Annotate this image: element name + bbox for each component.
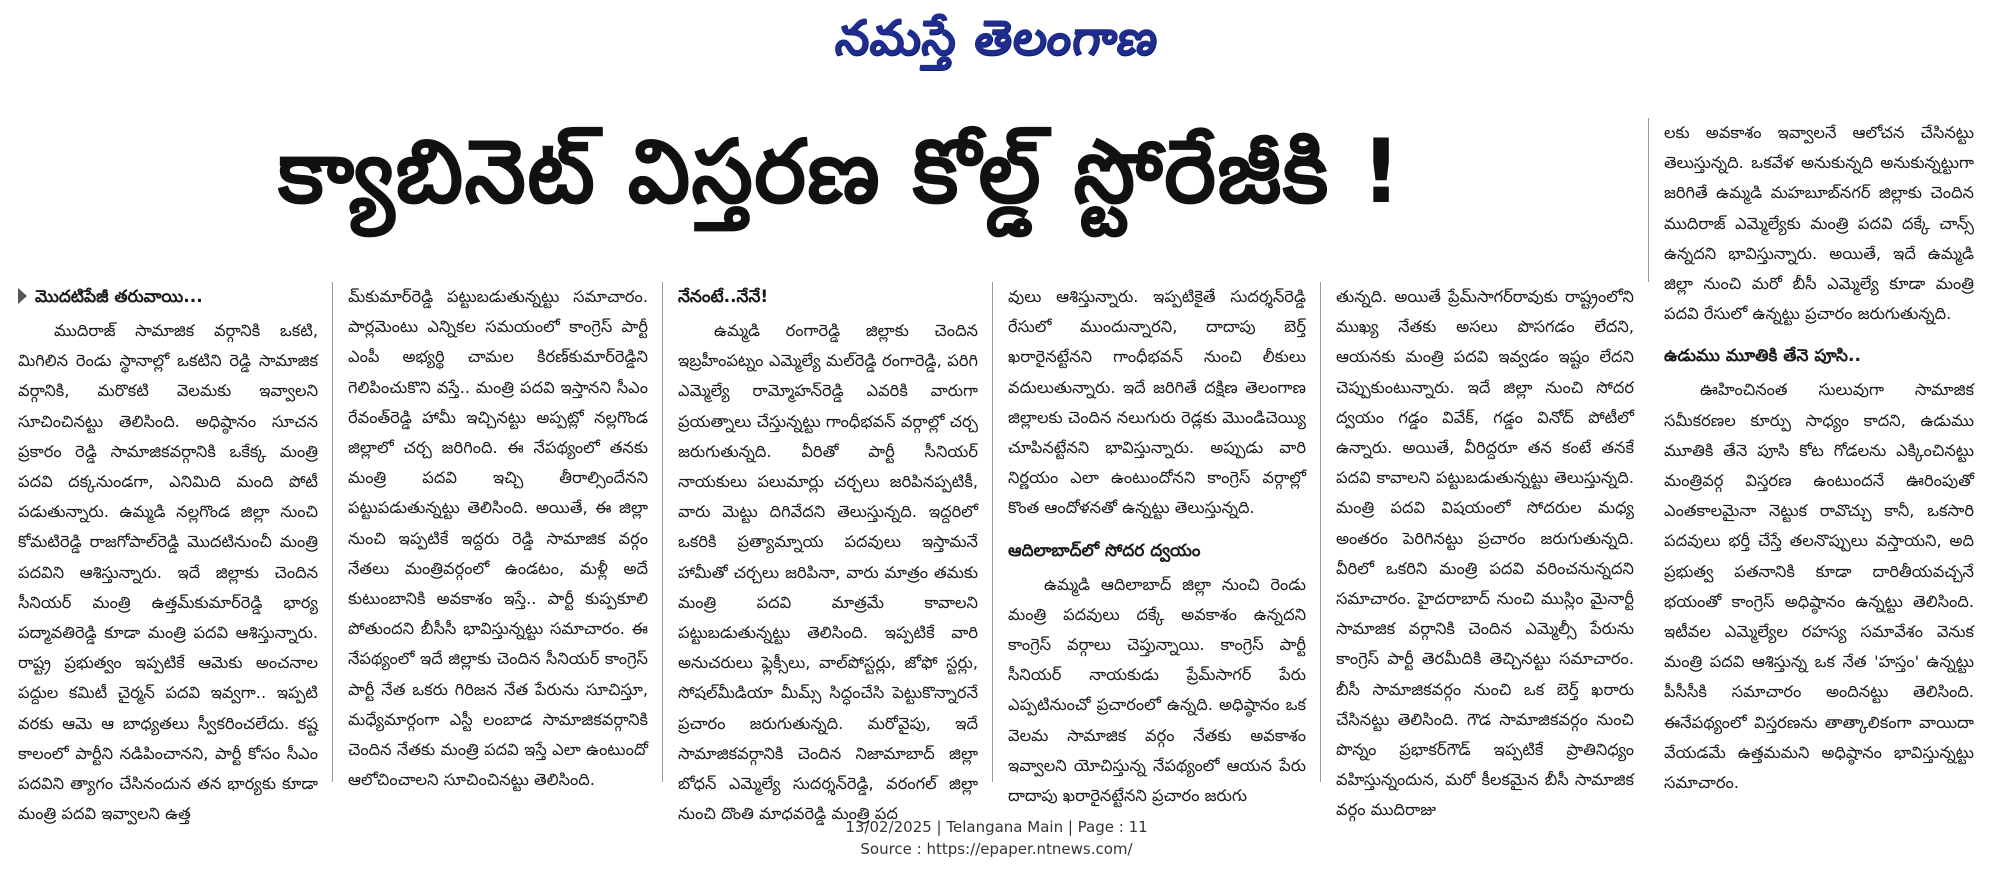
footer-source: Source : https://epaper.ntnews.com/: [860, 840, 1133, 858]
column-divider: [992, 282, 993, 782]
subheading: నేనంటే..నేనే!: [678, 287, 769, 307]
paragraph: ఊహించినంత సులువుగా సామాజిక సమీకరణల కూర్పు సాధ్యం కాదని, ఉడుము మూతికి తేనె పూసి కోట గోడలను ఎక్కించినట్టు మంత్రివర్గ విస్తరణ ఉంటుందనే ఊరింపుతో ఎంతకాలమైనా నెట్టుక రావొచ్చు కానీ, ఒకసారి పదవులు భర్తీ చేస్తే తలనొప్పులు వస్తాయని, అది ప్రభుత్వ పతనానికి కూడా దారితీయవచ్చనే భయంతో కాంగ్రెస్ అధిష్ఠానం ఉన్నట్టు తెలిసింది. ఇటీవల ఎమ్మెల్యేల రహస్య సమావేశం వెనుక మంత్రి పదవి ఆశిస్తున్న ఒక నేత 'హస్తం' ఉన్నట్టు పీసీసీకి సమాచారం అందినట్టు తెలిసింది. ఈనేపథ్యంలో విస్తరణను తాత్కాలికంగా వాయిదా వేయడమే ఉత్తమమని అధిష్ఠానం భావిస్తున్నట్టు సమాచారం.: [1664, 380, 1974, 793]
column-divider: [662, 282, 663, 782]
arrow-right-icon: [18, 288, 27, 304]
paragraph: ఉమ్మడి ఆదిలాబాద్ జిల్లా నుంచి రెండు మంత్రి పదవులు దక్కే అవకాశం ఉన్నదని కాంగ్రెస్ వర్గాలు చెప్తున్నాయి. కాంగ్రెస్ పార్టీ సీనియర్ నాయకుడు ప్రేమ్‌సాగర్ పేరు ఎప్పటినుంచో ప్రచారంలో ఉన్నది. అధిష్ఠానం ఒక వెలమ సామాజిక వర్గం నేతకు అవకాశం ఇవ్వాలని యోచిస్తున్న నేపథ్యంలో ఆయన పేరు దాదాపు ఖరారైనట్టేనని ప్రచారం జరుగు: [1008, 574, 1306, 806]
masthead: [0, 10, 1993, 78]
article-column-2: [348, 282, 648, 792]
article-column-4: [1008, 282, 1306, 806]
paragraph: ఉమ్మడి రంగారెడ్డి జిల్లాకు చెందిన ఇబ్రహీంపట్నం ఎమ్మెల్యే మల్‌రెడ్డి రంగారెడ్డి, పరిగి ఎమ్మెల్యే రామ్మోహన్‌రెడ్డి ఎవరికి వారుగా ప్రయత్నాలు చేస్తున్నట్టు గాంధీభవన్ వర్గాల్లో చర్చ జరుగుతున్నది. వీరితో పార్టీ సీనియర్ నాయకులు పలుమార్లు చర్చలు జరిపినప్పటికీ, వారు మెట్టు దిగివేదని తెలుస్తున్నది. ఇద్దరిలో ఒకరికి ప్రత్యామ్నాయ పదవులు ఇస్తామనే హామీతో చర్చలు జరిపినా, వారు మాత్రం తమకు మంత్రి పదవి మాత్రమే కావాలని పట్టుబడుతున్నట్టు తెలిసింది. ఇప్పటికే వారి అనుచరులు ఫ్లెక్సీలు, వాల్‌పోస్టర్లు, జోఫో స్టర్లు, సోషల్‌మీడియా మీమ్స్ సిద్ధంచేసి పెట్టుకొన్నారనే ప్రచారం జరుగుతున్నది. మరోవైపు, ఇదే సామాజికవర్గానికి చెందిన నిజామాబాద్ జిల్లా బోధన్ ఎమ్మెల్యే సుదర్శన్‌రెడ్డి, వరంగల్ జిల్లా నుంచి దొంతి మాధవరెడ్డి మంత్రి పద: [678, 321, 978, 824]
paragraph: మ్‌కుమార్‌రెడ్డి పట్టుబడుతున్నట్టు సమాచారం. పార్లమెంటు ఎన్నికల సమయంలో కాంగ్రెస్ పార్టీ ఎంపీ అభ్యర్థి చామల కిరణ్‌కుమార్‌రెడ్డిని గెలిపించుకొని వస్తే.. మంత్రి పదవి ఇస్తానని సీఎం రేవంత్‌రెడ్డి హామీ ఇచ్చినట్టు అప్పట్లో నల్లగొండ జిల్లాలో చర్చ జరిగింది. ఈ నేపథ్యంలో తనకు మంత్రి పదవి ఇచ్చి తీరాల్సిందేనని పట్టుపడుతున్నట్టు తెలిసింది. అయితే, ఈ జిల్లా నుంచి ఇప్పటికే ఇద్దరు రెడ్డి సామాజిక వర్గం నేతలు మంత్రివర్గంలో ఉండటం, మళ్లీ అదే కుటుంబానికి అవకాశం ఇస్తే.. పార్టీ కుప్పకూలి పోతుందని బీసీసీ భావిస్తున్నట్టు సమాచారం. ఈ నేపథ్యంలో ఇదే జిల్లాకు చెందిన సీనియర్ కాంగ్రెస్ పార్టీ నేత ఒకరు గిరిజన నేత పేరును సూచిస్తూ, మధ్యేమార్గంగా ఎస్టీ లంబాడ సామాజికవర్గానికి చెందిన నేతకు మంత్రి పదవి ఇస్తే ఎలా ఉంటుందో ఆలోచించాలని సూచించినట్టు తెలిసింది.: [348, 287, 648, 790]
column-divider: [1320, 282, 1321, 782]
article-column-3: [678, 282, 978, 824]
headline: క్యాబినెట్ విస్తరణ కోల్డ్ స్టోరేజీకి !: [277, 120, 1403, 223]
kicker: [18, 282, 318, 312]
paragraph: లకు అవకాశం ఇవ్వాలనే ఆలోచన చేసినట్టు తెలుస్తున్నది. ఒకవేళ అనుకున్నది అనుకున్నట్టుగా జరిగితే ఉమ్మడి మహబూబ్‌నగర్ జిల్లాకు చెందిన ముదిరాజ్ ఎమ్మెల్యేకు మంత్రి పదవి దక్కే చాన్స్ ఉన్నదని భావిస్తున్నారు. అయితే, ఇదే ఉమ్మడి జిల్లా నుంచి మరో బీసీ ఎమ్మెల్యే కూడా మంత్రి పదవి రేసులో ఉన్నట్టు ప్రచారం జరుగుతున్నది.: [1664, 123, 1974, 324]
paragraph: వులు ఆశిస్తున్నారు. ఇప్పటికైతే సుదర్శన్‌రెడ్డి రేసులో ముందున్నారని, దాదాపు బెర్త్ ఖరారైనట్టేనని గాంధీభవన్ నుంచి లీకులు వదులుతున్నారు. ఇదే జరిగితే దక్షిణ తెలంగాణ జిల్లాలకు చెందిన నలుగురు రెడ్లకు మొండిచెయ్యి చూపినట్టేనని భావిస్తున్నారు. అప్పుడు వారి నిర్ణయం ఎలా ఉంటుందోనని కాంగ్రెస్ వర్గాల్లో కొంత ఆందోళనతో ఉన్నట్టు తెలుస్తున్నది.: [1008, 287, 1306, 518]
article-column-6: [1664, 118, 1974, 792]
column-divider: [1648, 118, 1649, 282]
article-column-1: [18, 282, 318, 824]
newspaper-logo: నమస్తే తెలంగాణ: [832, 10, 1163, 66]
column-divider: [332, 282, 333, 782]
paragraph: ముదిరాజ్ సామాజిక వర్గానికి ఒకటి, మిగిలిన రెండు స్థానాల్లో ఒకటిని రెడ్డి సామాజిక వర్గానికి, మరొకటి వెలమకు ఇవ్వాలని సూచించినట్టు తెలిసింది. అధిష్ఠానం సూచన ప్రకారం రెడ్డి సామాజికవర్గానికి ఒకేక్క మంత్రి పదవి దక్కనుండగా, ఎనిమిది మంది పోటీ పడుతున్నారు. ఉమ్మడి నల్లగొండ జిల్లా నుంచి కోమటిరెడ్డి రాజగోపాల్‌రెడ్డి మొదటినుంచీ మంత్రి పదవిని ఆశిస్తున్నారు. ఇదే జిల్లాకు చెందిన సీనియర్ మంత్రి ఉత్తమ్‌కుమార్‌రెడ్డి భార్య పద్మావతిరెడ్డి కూడా మంత్రి పదవి ఆశిస్తున్నారు. రాష్ట్ర ప్రభుత్వం ఇప్పటికే ఆమెకు అంచనాల పద్దుల కమిటీ చైర్మన్ పదవి ఇవ్వగా.. ఇప్పటి వరకు ఆమె ఆ బాధ్యతలు స్వీకరించలేదు. కష్ట కాలంలో పార్టీని నడిపించానని, పార్టీ కోసం సీఎం పదవిని త్యాగం చేసినందున తన భార్యకు కూడా మంత్రి పదవి ఇవ్వాలని ఉత్త: [18, 321, 318, 824]
subheading: ఉడుము మూతికి తేనె పూసి..: [1664, 346, 1861, 367]
paragraph: తున్నది. అయితే ప్రేమ్‌సాగర్‌రావుకు రాష్ట్రంలోని ముఖ్య నేతకు అసలు పొసగడం లేదని, ఆయనకు మంత్రి పదవి ఇవ్వడం ఇష్టం లేదని చెప్పుకుంటున్నారు. ఇదే జిల్లా నుంచి సోదర ద్వయం గడ్డం వివేక్, గడ్డం వినోద్ పోటీలో ఉన్నారు. అయితే, వీరిద్దరూ తన కంటే తనకే పదవి కావాలని పట్టుబడుతున్నట్టు తెలుస్తున్నది. మంత్రి పదవి విషయంలో సోదరుల మధ్య అంతరం పెరిగినట్టు ప్రచారం జరుగుతున్నది. వీరిలో ఒకరిని మంత్రి పదవి వరించనున్నదని సమాచారం. హైదరాబాద్ నుంచి ముస్లిం మైనార్టీ సామాజిక వర్గానికి చెందిన ఎమ్మెల్సీ పేరును కాంగ్రెస్ పార్టీ తెరమీదికి తెచ్చినట్టు సమాచారం. బీసీ సామాజికవర్గం నుంచి ఒక బెర్త్ ఖరారు చేసినట్టు తెలిసింది. గౌడ సామాజికవర్గం నుంచి పొన్నం ప్రభాకర్‌గౌడ్ ఇప్పటికే ప్రాతినిధ్యం వహిస్తున్నందున, మరో కీలకమైన బీసీ సామాజిక వర్గం ముదిరాజు: [1336, 287, 1634, 820]
subheading: ఆదిలాబాద్‌లో సోదర ద్వయం: [1008, 540, 1201, 561]
footer-date-page: 13/02/2025 | Telangana Main | Page : 11: [845, 818, 1148, 836]
kicker-text: మొదటిపేజీ తరువాయి...: [35, 287, 203, 307]
article-column-5: [1336, 282, 1634, 820]
